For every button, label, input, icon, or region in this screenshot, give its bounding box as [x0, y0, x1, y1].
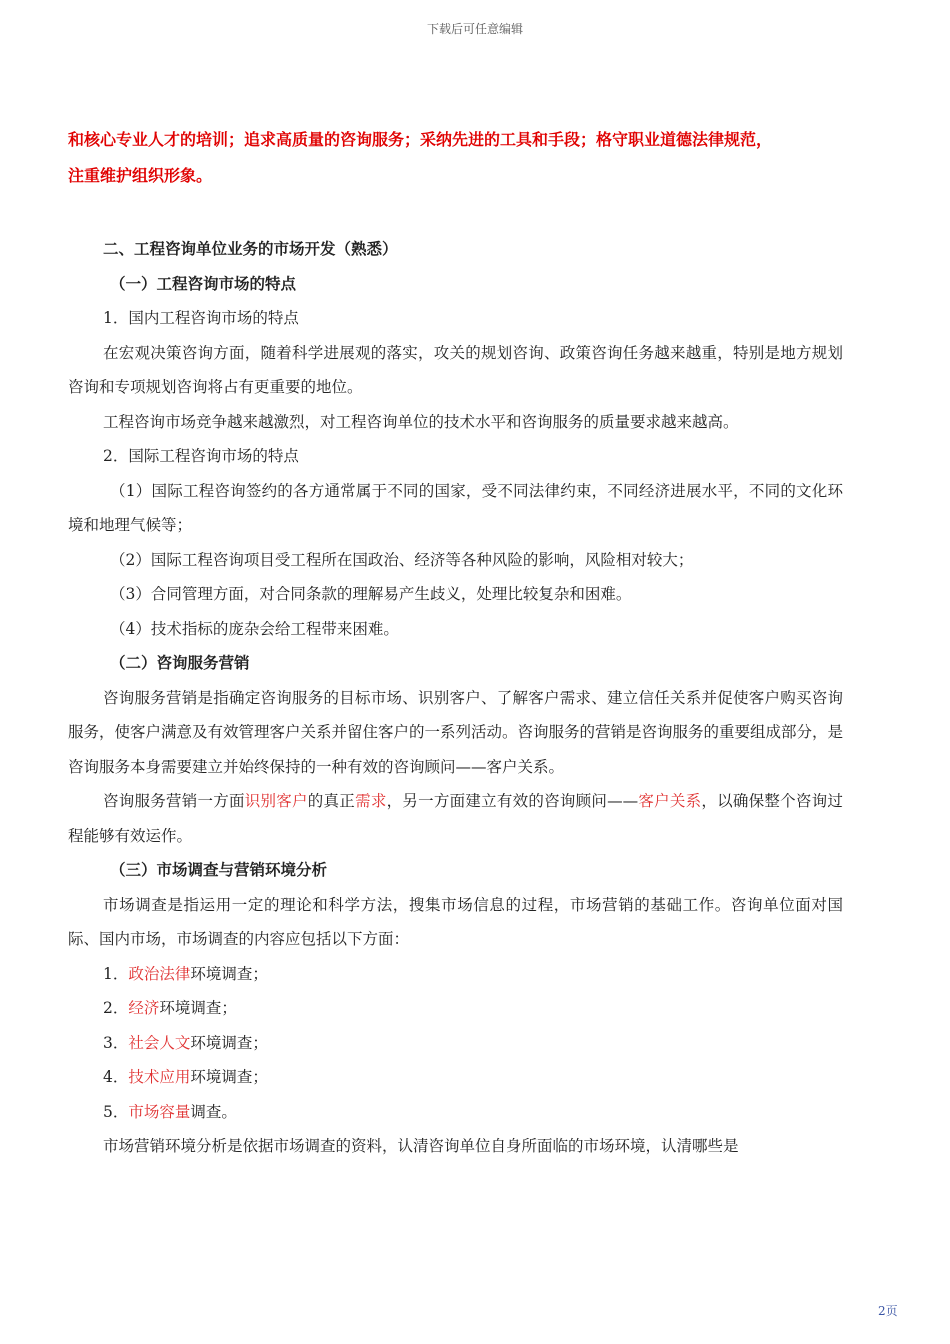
list-text: 环境调查； — [159, 999, 237, 1017]
list-text: 环境调查； — [190, 1033, 268, 1052]
list-item — [68, 1060, 843, 1095]
text-span: 咨询服务营销一方面 — [103, 792, 245, 810]
intro-line-1: 和核心专业人才的培训；追求高质量的咨询服务；采纳先进的工具和手段；格守职业道德法律规范， — [68, 130, 773, 149]
intro-line-2: 注重维护组织形象。 — [68, 166, 213, 185]
list-text: 环境调查； — [190, 964, 268, 983]
list-number: 1． — [103, 964, 129, 983]
list-number: 2． — [103, 999, 129, 1017]
list-item-international-3: （3）合同管理方面，对合同条款的理解易产生歧义，处理比较复杂和困难。 — [110, 585, 632, 603]
list-item — [68, 1095, 843, 1130]
subsection-3-heading: （三）市场调查与营销环境分析 — [110, 861, 328, 879]
paragraph-market-survey: 市场调查是指运用一定的理论和科学方法，搜集市场信息的过程，市场营销的基础工作。咨询单位面对国际、国内市场，市场调查的内容应包括以下方面： — [68, 895, 843, 948]
paragraph-macro-consulting: 在宏观决策咨询方面，随着科学进展观的落实，攻关的规划咨询、政策咨询任务越来越重，特别是地方规划咨询和专项规划咨询将占有更重要的地位。 — [68, 343, 843, 396]
section-2-heading: 二、工程咨询单位业务的市场开发（熟悉） — [103, 240, 398, 258]
list-highlight: 市场容量 — [128, 1102, 191, 1121]
list-highlight: 社会人文 — [128, 1033, 191, 1052]
paragraph-environment-analysis: 市场营销环境分析是依据市场调查的资料，认清咨询单位自身所面临的市场环境，认清哪些是 — [103, 1137, 739, 1155]
page-number: 2页 — [878, 1304, 898, 1318]
highlight-identify-clients: 识别客户 — [244, 792, 308, 810]
text-span: ，以确保整个咨询过程能够有效运作。 — [68, 792, 843, 845]
list-item — [68, 1026, 843, 1061]
paragraph-competition: 工程咨询市场竞争越来越激烈，对工程咨询单位的技术水平和咨询服务的质量要求越来越高。 — [103, 412, 739, 431]
list-item — [68, 957, 843, 992]
highlight-needs: 需求 — [355, 792, 387, 810]
list-text: 调查。 — [190, 1102, 237, 1121]
list-number: 4． — [103, 1068, 129, 1086]
subsection-1-heading: （一）工程咨询市场的特点 — [110, 274, 297, 293]
item-1-title: 1．国内工程咨询市场的特点 — [103, 309, 299, 327]
header-note: 下载后可任意编辑 — [426, 22, 523, 36]
highlight-client-relations: 客户关系 — [638, 792, 702, 810]
list-item — [68, 991, 843, 1026]
list-highlight: 技术应用 — [128, 1068, 191, 1086]
item-2-title: 2．国际工程咨询市场的特点 — [103, 447, 299, 465]
list-highlight: 政治法律 — [128, 964, 191, 983]
paragraph-marketing-purpose — [68, 784, 843, 853]
text-span: 的真正 — [307, 792, 356, 810]
text-span: ，另一方面建立有效的咨询顾问—— — [386, 792, 639, 810]
document-body — [68, 122, 843, 1164]
list-highlight: 经济 — [128, 999, 160, 1017]
paragraph-marketing-definition: 咨询服务营销是指确定咨询服务的目标市场、识别客户、了解客户需求、建立信任关系并促使客户购买咨询服务，使客户满意及有效管理客户关系并留住客户的一系列活动。咨询服务的营销是咨询服务的重要组成部分，是咨询服务本身需要建立并始终保持的一种有效的咨询顾问——客户关系。 — [68, 688, 844, 776]
list-item-international-4: （4）技术指标的庞杂会给工程带来困难。 — [110, 619, 399, 638]
list-item-international-2: （2）国际工程咨询项目受工程所在国政治、经济等各种风险的影响，风险相对较大； — [110, 550, 694, 569]
list-item-international-1: （1）国际工程咨询签约的各方通常属于不同的国家，受不同法律约束，不同经济进展水平，不同的文化环境和地理气候等； — [68, 481, 843, 534]
subsection-2-heading: （二）咨询服务营销 — [110, 654, 250, 672]
list-number: 3． — [103, 1033, 129, 1052]
list-number: 5． — [103, 1102, 129, 1121]
list-text: 环境调查； — [190, 1068, 268, 1086]
